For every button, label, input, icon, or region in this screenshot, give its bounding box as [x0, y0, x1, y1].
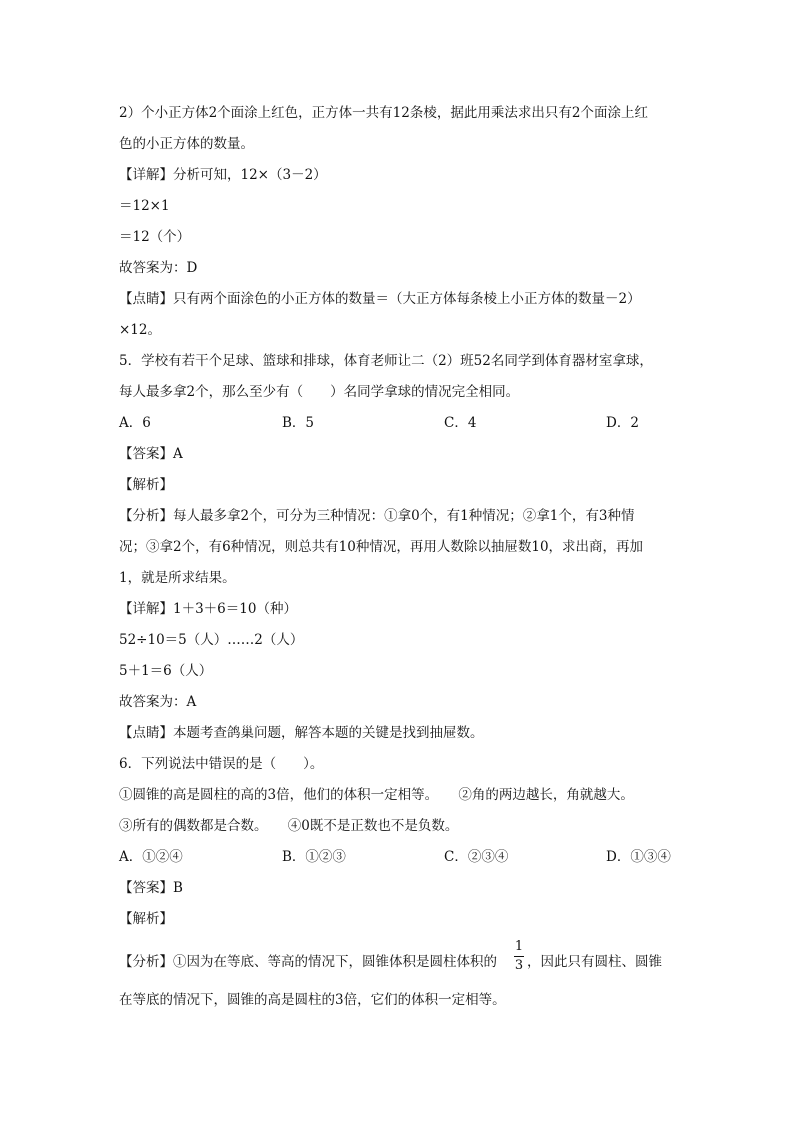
fraction-numerator: 1 — [514, 939, 524, 954]
text-line: 1，就是所求结果。 — [119, 570, 236, 586]
text-line: ，因此只有圆柱、圆锥 — [527, 954, 662, 970]
q5-option-d: D．2 — [606, 415, 639, 431]
answer-label: 【答案】A — [119, 446, 183, 462]
q5-option-a: A．6 — [119, 415, 151, 431]
q6-option-b: B．①②③ — [282, 849, 346, 865]
text-line: 【详解】1＋3＋6＝10（种） — [119, 601, 297, 617]
q6-option-d: D．①③④ — [606, 849, 671, 865]
analysis-heading: 【解析】 — [119, 477, 173, 493]
analysis-heading: 【解析】 — [119, 911, 173, 927]
text-line: 每人最多拿2个，那么至少有（ ）名同学拿球的情况完全相同。 — [119, 384, 520, 400]
text-line: 2）个小正方体2个面涂上红色，正方体一共有12条棱，据此用乘法求出只有2个面涂上红 — [119, 105, 648, 121]
text-line: ③所有的偶数都是合数。 ④0既不是正数也不是负数。 — [119, 818, 459, 834]
text-line: ＝12（个） — [119, 229, 191, 245]
text-line: 故答案为：A — [119, 694, 197, 710]
q5-option-b: B．5 — [282, 415, 315, 431]
text-line: 况；③拿2个，有6种情况，则总共有10种情况，再用人数除以抽屉数10，求出商，再加 — [119, 539, 644, 555]
text-line: 【分析】每人最多拿2个，可分为三种情况：①拿0个，有1种情况；②拿1个，有3种情 — [119, 508, 635, 524]
text-line: 【分析】①因为在等底、等高的情况下，圆锥体积是圆柱体积的 — [119, 954, 497, 970]
text-line: 故答案为：D — [119, 260, 198, 276]
q5-option-c: C．4 — [444, 415, 477, 431]
fraction-denominator: 3 — [514, 958, 524, 973]
question-6: 6．下列说法中错误的是（ ）。 — [119, 756, 324, 772]
text-line: 【点睛】本题考查鸽巢问题，解答本题的关键是找到抽屉数。 — [119, 725, 484, 741]
text-line: 5＋1＝6（人） — [119, 663, 213, 679]
text-line: 52÷10＝5（人）……2（人） — [119, 632, 304, 648]
q6-option-c: C．②③④ — [444, 849, 509, 865]
q6-option-a: A．①②④ — [119, 849, 183, 865]
text-line: 色的小正方体的数量。 — [119, 136, 254, 152]
text-line: 在等底的情况下，圆锥的高是圆柱的3倍，它们的体积一定相等。 — [119, 992, 506, 1008]
text-line: ＝12×1 — [119, 198, 170, 214]
question-5: 5．学校有若干个足球、篮球和排球，体育老师让二（2）班52名同学到体育器材室拿球， — [119, 353, 653, 369]
text-line: 【点睛】只有两个面涂色的小正方体的数量＝（大正方体每条棱上小正方体的数量－2） — [119, 291, 641, 307]
text-line: ①圆锥的高是圆柱的高的3倍，他们的体积一定相等。 ②角的两边越长，角就越大。 — [119, 787, 634, 803]
text-line: ×12。 — [119, 322, 161, 338]
text-line: 【详解】分析可知，12×（3－2） — [119, 167, 327, 183]
fraction-bar — [514, 956, 524, 957]
answer-label: 【答案】B — [119, 880, 183, 896]
